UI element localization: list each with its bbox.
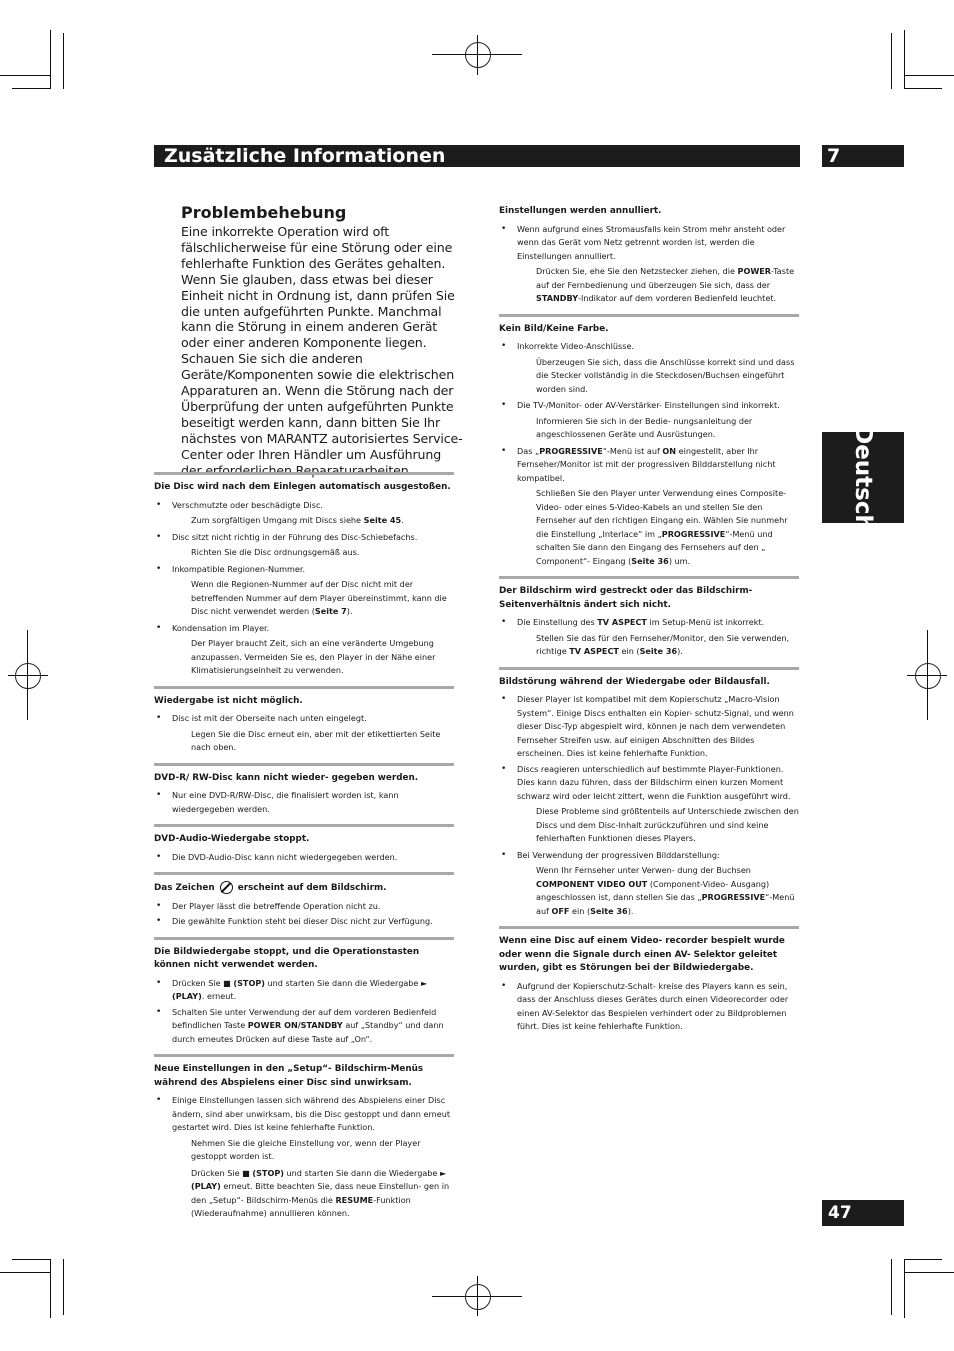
trouble-section bbox=[499, 576, 799, 659]
chapter-number: 7 bbox=[822, 145, 904, 167]
cause-item: • Disc sitzt nicht richtig in der Führung des Disc-Schiebefachs. bbox=[154, 531, 454, 545]
left-column bbox=[154, 472, 454, 1229]
cause-item: • Inkorrekte Video-Anschlüsse. bbox=[499, 340, 799, 354]
solution-text: Stellen Sie das für den Fernseher/Monitor, den Sie verwenden, richtige TV ASPECT ein (Seite 36). bbox=[536, 632, 790, 656]
trouble-title: Das Zeichen erscheint auf dem Bildschirm. bbox=[154, 883, 387, 893]
trouble-title: DVD-Audio-Wiedergabe stoppt. bbox=[154, 834, 310, 844]
trouble-section bbox=[154, 1054, 454, 1221]
trouble-title: Die Disc wird nach dem Einlegen automatisch ausgestoßen. bbox=[154, 482, 451, 492]
right-column bbox=[499, 200, 799, 1042]
trouble-section bbox=[499, 667, 799, 919]
cause-item: • Die TV-/Monitor- oder AV-Verstärker- Einstellungen sind inkorrekt. bbox=[499, 399, 799, 413]
cause-item: • Die DVD-Audio-Disc kann nicht wiedergegeben werden. bbox=[154, 851, 454, 865]
solution-text: Informieren Sie sich in der Bedie- nungsanleitung der angeschlossenen Geräte und Ausrüstungen. bbox=[536, 415, 753, 439]
cause-item: • Wenn aufgrund eines Stromausfalls kein Strom mehr ansteht oder wenn das Gerät vom Netz getrennt worden ist, werden die Einstellungen annulliert. bbox=[499, 223, 799, 264]
trouble-section bbox=[154, 872, 454, 929]
trouble-title: Neue Einstellungen in den „Setup“- Bildschirm-Menüs während des Abspielens einer Disc sind unwirksam. bbox=[154, 1064, 424, 1088]
language-tab-label: Deutsch bbox=[850, 424, 876, 531]
trouble-title: Kein Bild/Keine Farbe. bbox=[499, 323, 609, 334]
cause-item: • Aufgrund der Kopierschutz-Schalt- kreise des Players kann es sein, dass der Anschluss dieses Gerätes durch einen Videorecorder oder einen AV-Selektor das Bespielen verhindert oder zu Bildproblemen führt. Dies ist keine fehlerhafte Funktion. bbox=[499, 980, 799, 1034]
trouble-title: Einstellungen werden annulliert. bbox=[499, 206, 662, 216]
solution-text: Drücken Sie, ehe Sie den Netzstecker ziehen, die POWER-Taste auf der Fernbedienung und überzeugen Sie sich, dass der STANDBY-Indikator auf dem vorderen Bedienfeld leuchtet. bbox=[536, 266, 795, 303]
cause-item: • Der Player lässt die betreffende Operation nicht zu. bbox=[154, 900, 454, 914]
cause-item: • Die Einstellung des TV ASPECT im Setup-Menü ist inkorrekt. bbox=[499, 616, 799, 630]
cause-item: • Dieser Player ist kompatibel mit dem Kopierschutz „Macro-Vision System“. Einige Discs enthalten ein Kopier- schutz-Signal, und wenn dieser Disc-Typ abgespielt wird, können je nach dem verwendeten Fernseher Streifen usw. auf einigen Abschnitten des Bildes erscheinen. Dies ist keine fehlerhafte Funktion. bbox=[499, 693, 799, 761]
trouble-title: DVD-R/ RW-Disc kann nicht wieder- gegeben werden. bbox=[154, 772, 419, 783]
trouble-title: Wiedergabe ist nicht möglich. bbox=[154, 695, 303, 706]
intro bbox=[181, 203, 463, 479]
solution-text: Wenn Ihr Fernseher unter Verwen- dung der Buchsen COMPONENT VIDEO OUT (Component-Video- Ausgang) angeschlossen ist, dann stellen Sie das „PROGRESSIVE“-Menü auf OFF ein (Seite 36). bbox=[536, 865, 795, 916]
trouble-section bbox=[499, 200, 799, 306]
solution-text: Zum sorgfältigen Umgang mit Discs siehe Seite 45. bbox=[191, 515, 404, 525]
cause-item: • Kondensation im Player. bbox=[154, 622, 454, 636]
solution-text: Schließen Sie den Player unter Verwendung eines Composite-Video- oder eines S-Video-Kabels an und stellen Sie den Fernseher auf den richtigen Eingang ein. Wählen Sie nunmehr die Einstellung „Interlace“ im „PROGRESSIVE“-Menü und schalten Sie dann den Eingang des Fernsehers auf den „ Component“- Eingang (Seite 36) um. bbox=[536, 488, 788, 566]
trouble-section bbox=[154, 824, 454, 864]
cause-item: • Einige Einstellungen lassen sich während des Abspielens einer Disc ändern, sind aber unwirksam, bis die Disc gestoppt und dann erneut gestartet wird. Dies ist keine fehlerhafte Funktion. bbox=[154, 1094, 454, 1135]
solution-text: Nehmen Sie die gleiche Einstellung vor, wenn der Player gestoppt worden ist. bbox=[191, 1137, 421, 1161]
solution-text: Drücken Sie ■ (STOP) und starten Sie dann die Wiedergabe ► (PLAY) erneut. Bitte beachten Sie, dass neue Einstellun- gen in den „Setup“- Bildschirm-Menüs die RESUME-Funktion (Wiederaufnahme) annullieren können. bbox=[191, 1167, 450, 1218]
prohibited-icon bbox=[220, 881, 233, 894]
intro-text: Eine inkorrekte Operation wird oft fälschlicherweise für eine Störung oder eine fehlerhafte Funktion des Gerätes gehalten. Wenn Sie glauben, dass etwas bei dieser Einheit nicht in Ordnung ist, dann prüfen Sie die unten aufgeführten Punkte. Manchmal kann die Störung in einem anderen Gerät oder einer anderen Komponente liegen. Schauen Sie sich die anderen Geräte/Komponenten sowie die elektrischen Apparaturen an. Wenn die Störung nach der Überprüfung der unten aufgeführten Punkte beseitigt werden kann, dann bitten Sie Ihr nächstes von MARANTZ autorisiertes Service-Center oder Ihren Händler um Ausführung der erforderlichen Reparaturarbeiten. bbox=[181, 224, 463, 478]
trouble-section bbox=[154, 472, 454, 678]
cause-item: • Verschmutzte oder beschädigte Disc. bbox=[154, 499, 454, 513]
page-number: 47 bbox=[822, 1200, 904, 1226]
cause-item: • Drücken Sie ■ (STOP) und starten Sie dann die Wiedergabe ► (PLAY). erneut. bbox=[154, 977, 454, 1004]
trouble-section bbox=[154, 686, 454, 755]
intro-heading: Problembehebung bbox=[181, 203, 347, 222]
solution-text: Wenn die Regionen-Nummer auf der Disc nicht mit der betreffenden Nummer auf dem Player übereinstimmt, kann die Disc nicht verwendet werden (Seite 7). bbox=[191, 579, 447, 616]
section-title: Zusätzliche Informationen bbox=[154, 145, 800, 167]
solution-text: Richten Sie die Disc ordnungsgemäß aus. bbox=[191, 547, 360, 557]
trouble-title: Die Bildwiedergabe stoppt, und die Operationstasten können nicht verwendet werden. bbox=[154, 946, 420, 970]
trouble-title: Der Bildschirm wird gestreckt oder das Bildschirm- Seitenverhältnis ändert sich nicht. bbox=[499, 586, 753, 610]
cause-item: • Nur eine DVD-R/RW-Disc, die finalisiert worden ist, kann wiedergegeben werden. bbox=[154, 789, 454, 816]
cause-item: • Das „PROGRESSIVE“-Menü ist auf ON eingestellt, aber Ihr Fernseher/Monitor ist mit der progressiven Bilddarstellung nicht kompatibel. bbox=[499, 445, 799, 486]
solution-text: Legen Sie die Disc erneut ein, aber mit der etikettierten Seite nach oben. bbox=[191, 728, 441, 752]
cause-item: • Discs reagieren unterschiedlich auf bestimmte Player-Funktionen. Dies kann dazu führen, dass der Bildschirm einen kurzen Moment schwarz wird oder leicht zittert, wenn die Funktion ausgeführt wird. bbox=[499, 763, 799, 804]
cause-item: • Inkompatible Regionen-Nummer. bbox=[154, 563, 454, 577]
trouble-title: Bildstörung während der Wiedergabe oder Bildausfall. bbox=[499, 676, 770, 687]
solution-text: Überzeugen Sie sich, dass die Anschlüsse korrekt sind und dass die Stecker vollständig in die Steckdosen/Buchsen eingeführt worden sind. bbox=[536, 356, 795, 394]
trouble-title: Wenn eine Disc auf einem Video- recorder bespielt wurde oder wenn die Signale durch einen AV- Selektor geleitet wurden, gibt es Störungen bei der Bildwiedergabe. bbox=[499, 936, 785, 973]
cause-item: • Disc ist mit der Oberseite nach unten eingelegt. bbox=[154, 712, 454, 726]
cause-item: • Die gewählte Funktion steht bei dieser Disc nicht zur Verfügung. bbox=[154, 915, 454, 929]
trouble-section bbox=[499, 926, 799, 1034]
solution-text: Diese Probleme sind größtenteils auf Unterschiede zwischen den Discs und dem Disc-Inhalt zurückzuführen und sind keine fehlerhaften Funktionen dieses Players. bbox=[536, 806, 799, 843]
cause-item: • Schalten Sie unter Verwendung der auf dem vorderen Bedienfeld befindlichen Taste POWER ON/STANDBY auf „Standby“ und dann durch erneutes Drücken auf diese Taste auf „On“. bbox=[154, 1006, 454, 1047]
trouble-section bbox=[154, 763, 454, 817]
cause-item: • Bei Verwendung der progressiven Bilddarstellung: bbox=[499, 849, 799, 863]
trouble-section bbox=[154, 937, 454, 1047]
solution-text: Der Player braucht Zeit, sich an eine veränderte Umgebung anzupassen. Vermeiden Sie es, den Player in der Nähe einer Klimatisierungseinheit zu verwenden. bbox=[191, 638, 436, 675]
trouble-section bbox=[499, 314, 799, 569]
language-tab bbox=[822, 424, 904, 531]
